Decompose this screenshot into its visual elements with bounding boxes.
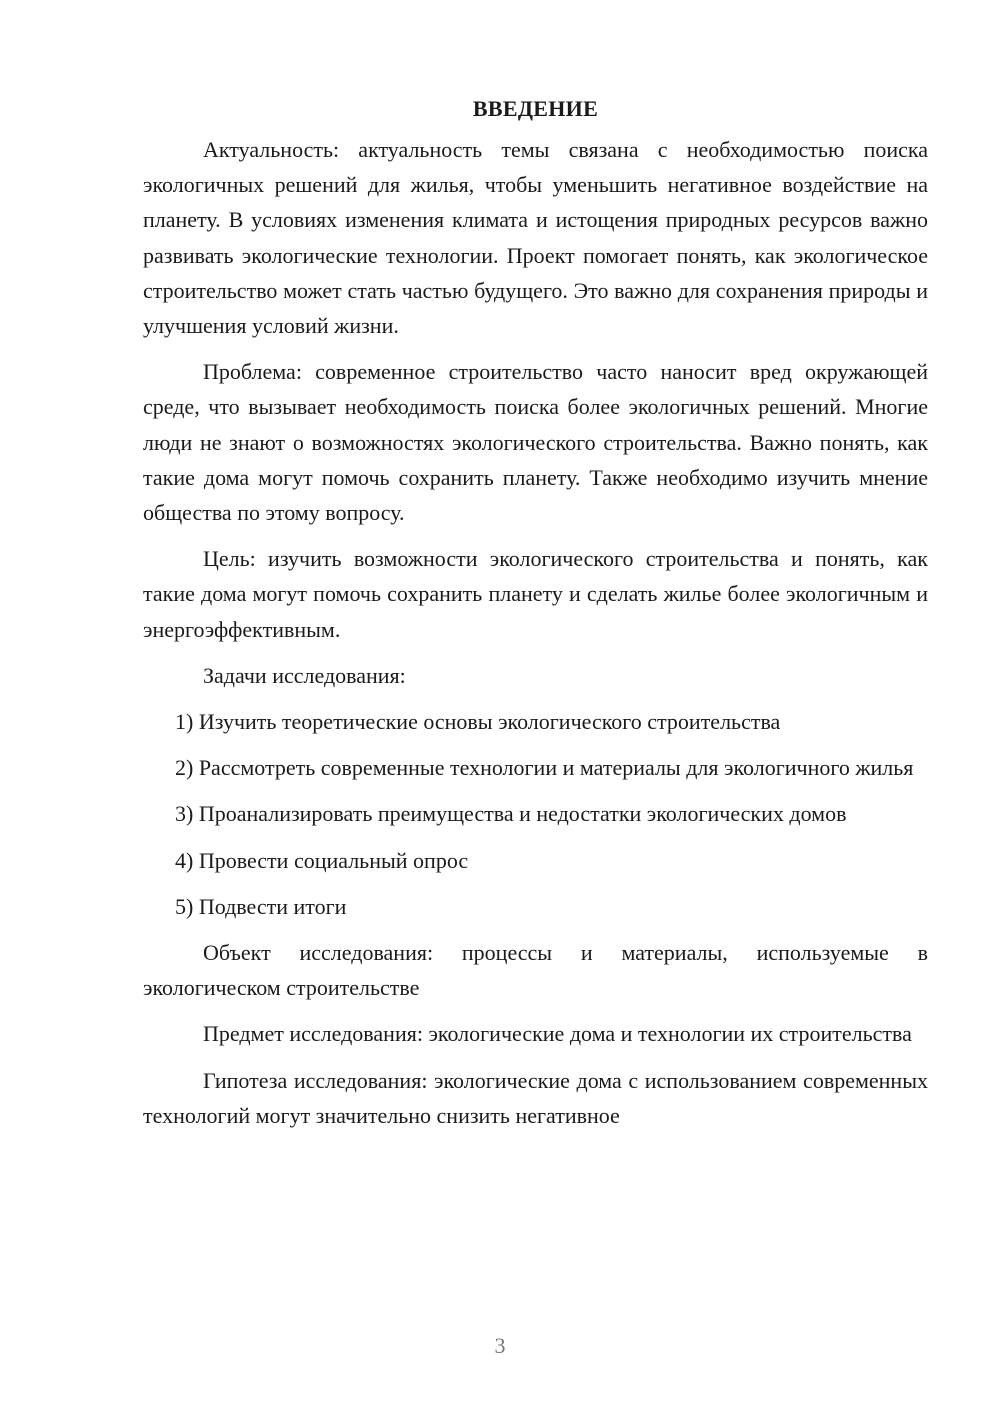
task-item-3: 3) Проанализировать преимущества и недостатки экологических домов xyxy=(175,801,847,827)
paragraph-relevance: Актуальность: актуальность темы связана с необходимостью поиска экологичных решений для жилья, чтобы уменьшить негативное воздействие на планету. В условиях изменения климата и истощения природных ресурсов важно развивать экологические технологии. Проект помогает понять, как экологическое строительство может стать частью будущего. Это важно для сохранения природы и улучшения условий жизни. xyxy=(143,137,928,339)
task-item-1: 1) Изучить теоретические основы экологического строительства xyxy=(175,709,781,735)
task-item-2: 2) Рассмотреть современные технологии и материалы для экологичного жилья xyxy=(175,755,914,781)
page-number: 3 xyxy=(494,1333,506,1358)
task-item-4: 4) Провести социальный опрос xyxy=(175,847,469,873)
paragraph-subject: Предмет исследования: экологические дома и технологии их строительства xyxy=(203,1021,912,1047)
task-item-5: 5) Подвести итоги xyxy=(175,893,347,919)
document-body xyxy=(143,91,928,1144)
paragraph-tasks-heading: Задачи исследования: xyxy=(203,662,406,688)
paragraph-goal: Цель: изучить возможности экологического строительства и понять, как такие дома могут помочь сохранить планету и сделать жилье более экологичным и энергоэффективным. xyxy=(143,546,928,642)
paragraph-problem: Проблема: современное строительство часто наносит вред окружающей среде, что вызывает необходимость поиска более экологичных решений. Многие люди не знают о возможностях экологического строительства. Важно понять, как такие дома могут помочь сохранить планету. Также необходимо изучить мнение общества по этому вопросу. xyxy=(143,359,928,526)
section-title: ВВЕДЕНИЕ xyxy=(472,96,599,121)
paragraph-object: Объект исследования: процессы и материалы, используемые в экологическом строительстве xyxy=(143,940,928,1001)
paragraph-hypothesis: Гипотеза исследования: экологические дома с использованием современных технологий могут значительно снизить негативное xyxy=(143,1067,928,1128)
